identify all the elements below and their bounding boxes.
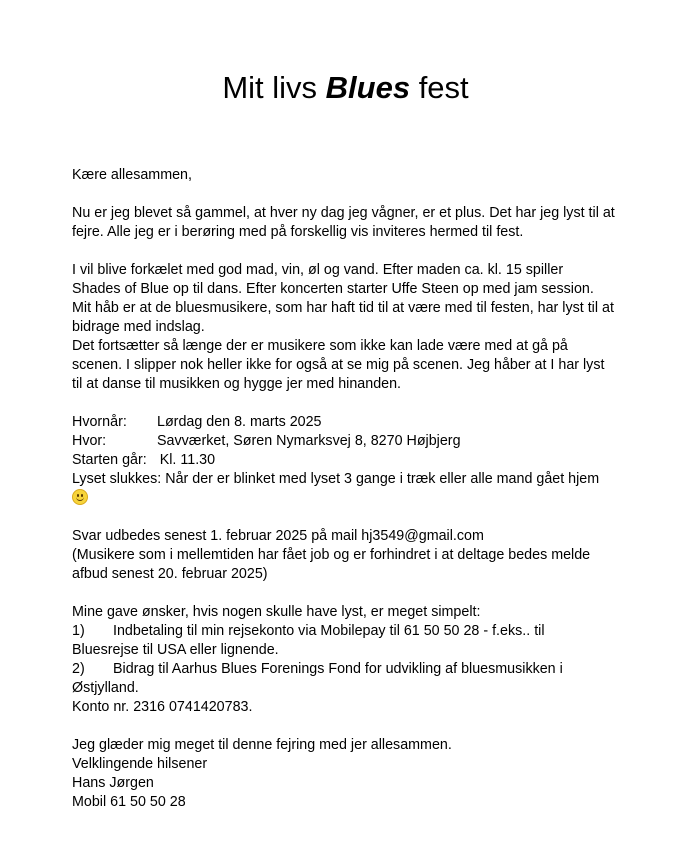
title-emphasis: Blues: [325, 70, 411, 105]
gift-item-continuation: Østjylland.: [72, 680, 139, 696]
title-before: Mit livs: [222, 70, 326, 105]
detail-lights-value: Når der er blinket med lyset 3 gange i træk eller alle mand gået hjem: [165, 471, 600, 487]
intro-paragraph: [72, 204, 632, 242]
intro-line: fejre. Alle jeg er i berøring med på forskellig vis inviteres hermed til fest.: [72, 224, 524, 240]
detail-lights-label: Lyset slukkes:: [72, 471, 162, 487]
detail-when-value: Lørdag den 8. marts 2025: [157, 414, 322, 430]
smiley-icon: [72, 489, 88, 505]
program-line: Shades of Blue op til dans. Efter koncerten starter Uffe Steen op med jam session.: [72, 281, 594, 297]
event-details: [72, 413, 632, 508]
detail-start-label: Starten går:: [72, 452, 147, 468]
detail-lights: [72, 470, 632, 489]
greeting: [72, 166, 632, 185]
account-number: Konto nr. 2316 0741420783.: [72, 699, 253, 715]
gift-item-continuation: Bluesrejse til USA eller lignende.: [72, 642, 279, 658]
program-line: Mit håb er at de bluesmusikere, som har haft tid til at være med til festen, har lyst til at: [72, 300, 614, 316]
detail-when-label: Hvornår:: [72, 414, 127, 430]
intro-line: Nu er jeg blevet så gammel, at hver ny dag jeg vågner, er et plus. Det har jeg lyst til at: [72, 205, 615, 221]
detail-when: [72, 413, 632, 432]
emoji-line: [72, 489, 632, 508]
program-line: til at danse til musikken og hygge jer med hinanden.: [72, 376, 402, 392]
letter-body: [72, 166, 632, 831]
contact-phone: Mobil 61 50 50 28: [72, 794, 186, 810]
closing-line: Jeg glæder mig meget til denne fejring med jer allesammen.: [72, 737, 452, 753]
title-after: fest: [410, 70, 469, 105]
signoff: Velklingende hilsener: [72, 756, 208, 772]
page-title: [0, 66, 691, 110]
detail-where-label: Hvor:: [72, 433, 107, 449]
gift-item-text: Bidrag til Aarhus Blues Forenings Fond for udvikling af bluesmusikken i: [113, 661, 563, 677]
rsvp-line: (Musikere som i mellemtiden har fået job og er forhindret i at deltage bedes melde: [72, 547, 591, 563]
gift-item-text: Indbetaling til min rejsekonto via Mobilepay til 61 50 50 28 - f.eks.. til: [113, 623, 545, 639]
rsvp-paragraph: [72, 527, 632, 584]
program-line: I vil blive forkælet med god mad, vin, øl og vand. Efter maden ca. kl. 15 spiller: [72, 262, 564, 278]
detail-where-value: Savværket, Søren Nymarksvej 8, 8270 Højbjerg: [157, 433, 461, 449]
gift-item-1: [72, 622, 632, 641]
program-line: scenen. I slipper nok heller ikke for også at se mig på scenen. Jeg håber at I har lyst: [72, 357, 605, 373]
rsvp-line: Svar udbedes senest 1. februar 2025 på mail hj3549@gmail.com: [72, 528, 484, 544]
gift-item-number: 2): [72, 661, 85, 677]
detail-where: [72, 432, 632, 451]
rsvp-line: afbud senest 20. februar 2025): [72, 566, 268, 582]
detail-start-value: Kl. 11.30: [159, 452, 216, 468]
gift-wishes: [72, 603, 632, 717]
program-line: bidrage med indslag.: [72, 319, 205, 335]
gift-intro: Mine gave ønsker, hvis nogen skulle have lyst, er meget simpelt:: [72, 604, 481, 620]
signature-name: Hans Jørgen: [72, 775, 154, 791]
gift-item-number: 1): [72, 623, 85, 639]
program-line: Det fortsætter så længe der er musikere som ikke kan lade være med at gå på: [72, 338, 568, 354]
closing: [72, 736, 632, 812]
program-paragraph: [72, 261, 632, 394]
detail-start: [72, 451, 632, 470]
greeting-line: Kære allesammen,: [72, 167, 192, 183]
gift-item-2: [72, 660, 632, 679]
